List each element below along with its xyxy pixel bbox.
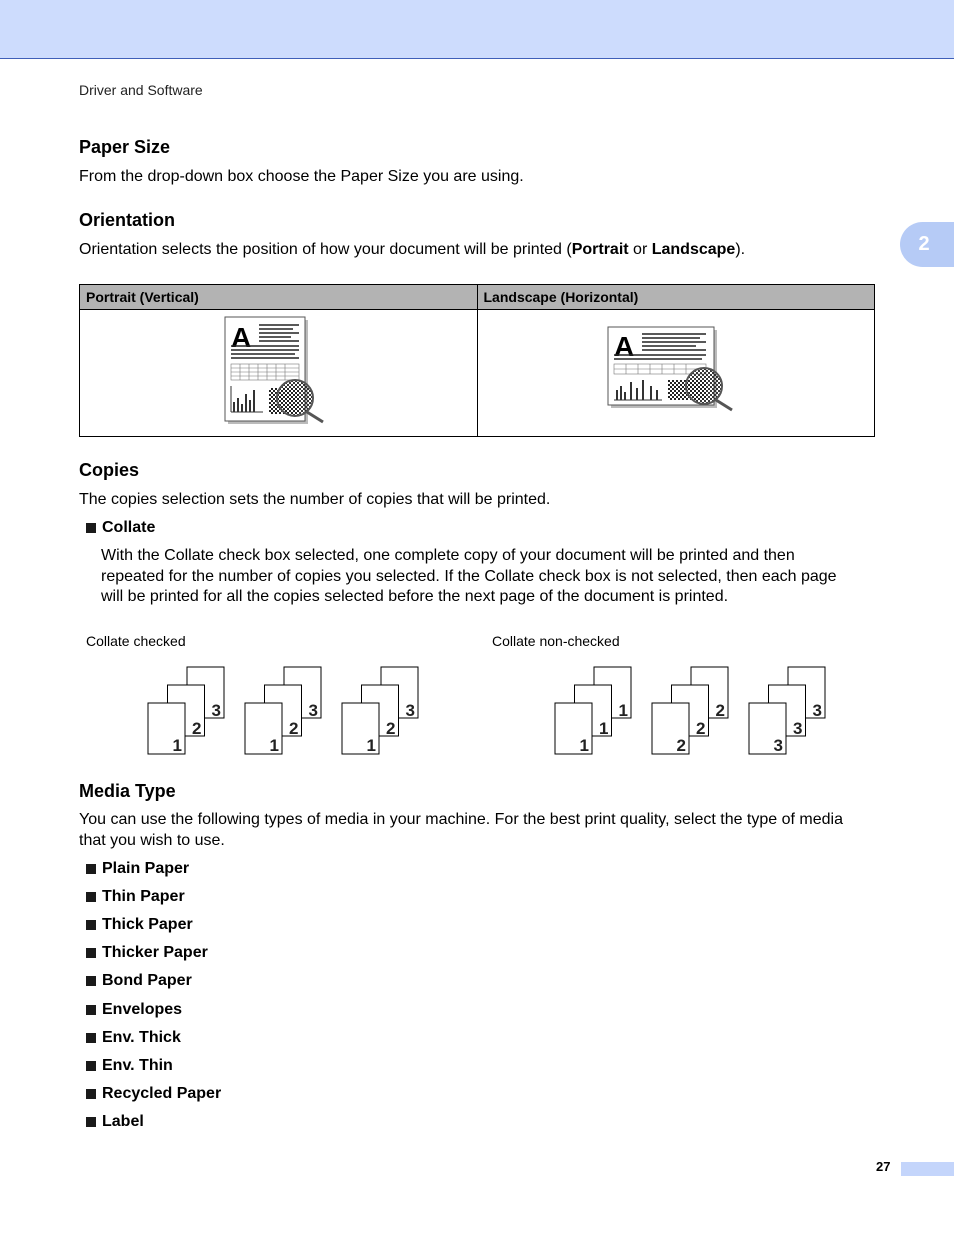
bullet-square-icon [86, 1033, 96, 1043]
page-number-bar [901, 1162, 954, 1176]
collate-description [101, 546, 837, 608]
portrait-header: Portrait (Vertical) [80, 285, 478, 310]
media-type-label: Env. Thin [102, 1056, 173, 1074]
page-number-label: 1 [579, 736, 589, 755]
bullet-square-icon [86, 948, 96, 958]
media-type-label: Recycled Paper [102, 1084, 222, 1102]
page-number-label: 1 [172, 736, 182, 755]
chapter-tab[interactable]: 2 [900, 222, 954, 267]
bullet-square-icon [86, 1061, 96, 1071]
bullet-square-icon [86, 976, 96, 986]
bullet-square-icon [86, 920, 96, 930]
media-type-label: Envelopes [102, 1000, 183, 1018]
media-type-heading: Media Type [79, 781, 176, 801]
collate-line: repeated for the number of copies you selected. If the Collate check box is not selected, then each page [101, 567, 837, 585]
landscape-header: Landscape (Horizontal) [477, 285, 875, 310]
landscape-icon-letter: A [613, 330, 634, 362]
bullet-square-icon [86, 1089, 96, 1099]
portrait-keyword: Portrait [571, 241, 629, 258]
media-type-item [86, 916, 193, 934]
portrait-icon-letter: A [231, 321, 252, 353]
media-type-label: Thicker Paper [102, 944, 208, 962]
page-number-label: 3 [308, 701, 318, 720]
page-number: 27 [876, 1159, 891, 1174]
collate-nonchecked-stack [555, 667, 631, 755]
collate-checked-label: Collate checked [86, 633, 186, 649]
collate-checked-stack [342, 667, 418, 755]
media-type-item [86, 1113, 144, 1131]
bullet-square-icon [86, 1005, 96, 1015]
media-type-label: Env. Thick [102, 1028, 181, 1046]
collate-diagram [140, 660, 840, 760]
media-type-label: Plain Paper [102, 860, 190, 877]
media-type-label: Thick Paper [102, 916, 193, 934]
portrait-document-icon [223, 316, 333, 426]
page-number-label: 3 [812, 701, 822, 720]
orientation-text-or: or [628, 241, 652, 258]
media-type-item [86, 972, 192, 990]
media-type-label: Bond Paper [102, 972, 192, 990]
collate-line: With the Collate check box selected, one complete copy of your document will be printed and then [101, 547, 795, 564]
bullet-square-icon [86, 523, 96, 533]
page-number-label: 2 [676, 736, 686, 755]
collate-label: Collate [102, 519, 156, 536]
page-number-label: 2 [192, 719, 202, 738]
portrait-cell [80, 310, 478, 437]
page-number-label: 1 [269, 736, 279, 755]
breadcrumb: Driver and Software [79, 82, 203, 98]
landscape-keyword: Landscape [651, 241, 736, 258]
media-type-item [86, 1085, 221, 1103]
page-number-label: 1 [599, 719, 609, 738]
page-number-label: 2 [696, 719, 706, 738]
landscape-document-icon [606, 326, 746, 416]
media-type-item [86, 1001, 182, 1019]
page-number-label: 2 [289, 719, 299, 738]
media-type-label: Thin Paper [102, 888, 185, 906]
copies-text: The copies selection sets the number of copies that will be printed. [79, 491, 551, 508]
page-number-label: 2 [715, 701, 725, 720]
bullet-square-icon [86, 1117, 96, 1127]
paper-size-text: From the drop-down box choose the Paper Size you are using. [79, 168, 524, 185]
page-number-label: 1 [366, 736, 376, 755]
copies-heading: Copies [79, 460, 140, 480]
collate-nonchecked-stack [749, 667, 825, 755]
landscape-cell [477, 310, 875, 437]
page-number-label: 3 [211, 701, 221, 720]
media-type-text [79, 810, 843, 851]
media-type-item [86, 944, 208, 962]
bullet-square-icon [86, 864, 96, 874]
orientation-text-after: ). [735, 241, 746, 258]
media-type-item [86, 1029, 181, 1047]
collate-line: will be printed for all the copies selected before the next page of the document is printed. [101, 588, 729, 605]
page-number-label: 1 [618, 701, 628, 720]
paper-size-heading: Paper Size [79, 137, 171, 157]
media-type-line: that you wish to use. [79, 831, 225, 849]
page-number-label: 3 [793, 719, 803, 738]
media-type-item [86, 888, 185, 906]
page-number-label: 2 [386, 719, 396, 738]
orientation-text [79, 240, 745, 261]
collate-bullet [86, 519, 155, 537]
media-type-label: Label [102, 1112, 144, 1130]
media-type-line: You can use the following types of media in your machine. For the best print quality, select the type of media [79, 811, 843, 828]
collate-nonchecked-label: Collate non-checked [492, 633, 620, 649]
page-number-label: 3 [773, 736, 783, 755]
page-number-label: 3 [405, 701, 415, 720]
orientation-table [79, 284, 875, 437]
bullet-square-icon [86, 892, 96, 902]
collate-checked-stack [245, 667, 321, 755]
header-band [0, 0, 954, 59]
collate-checked-stack [148, 667, 224, 755]
media-type-item [86, 1057, 173, 1075]
orientation-heading: Orientation [79, 210, 176, 230]
collate-nonchecked-stack [652, 667, 728, 755]
media-type-item [86, 860, 189, 878]
orientation-text-before: Orientation selects the position of how your document will be printed ( [79, 241, 572, 258]
